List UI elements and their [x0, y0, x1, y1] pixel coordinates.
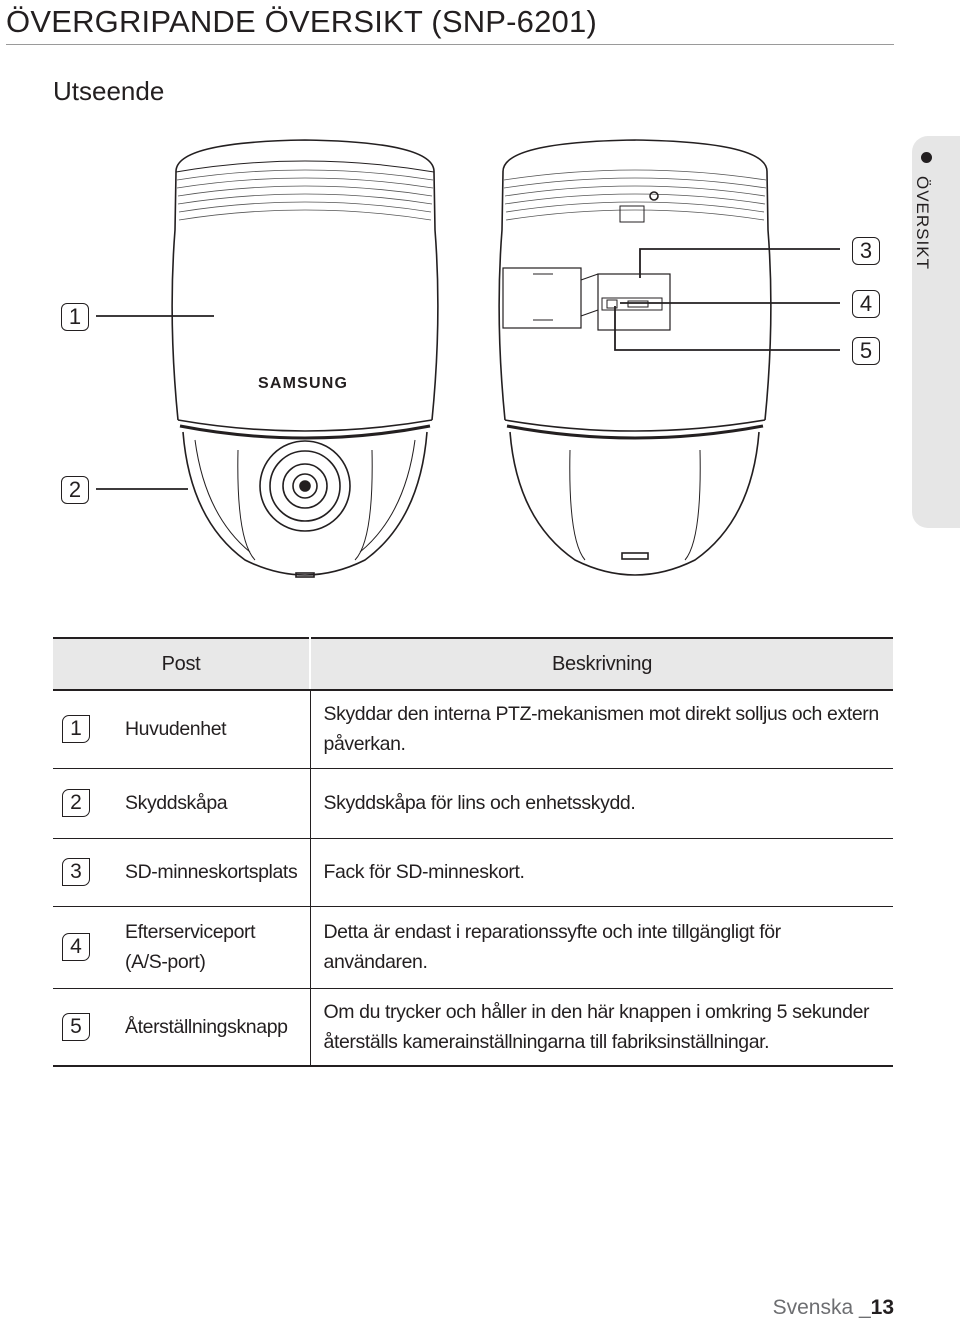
post-label: Återställningsknapp [125, 1015, 288, 1038]
table-row [53, 768, 893, 838]
bullet-dot-icon [921, 152, 932, 163]
camera-illustration [0, 120, 900, 620]
callout-2: 2 [61, 476, 89, 504]
description: Fack för SD-minneskort. [323, 861, 525, 883]
callout-5: 5 [852, 337, 880, 365]
page-title: ÖVERGRIPANDE ÖVERSIKT (SNP-6201) [6, 4, 597, 39]
table-header-row [53, 638, 893, 690]
title-rule [6, 44, 894, 45]
table-row [53, 690, 893, 768]
footer-language: Svenska _ [772, 1296, 871, 1319]
description: Skyddar den interna PTZ-mekanismen mot direkt solljus och extern påverkan. [323, 703, 879, 756]
parts-table [53, 637, 893, 1067]
camera-figure [0, 120, 900, 620]
post-label: SD-minneskortsplats [125, 861, 298, 883]
post-label: Huvudenhet [125, 718, 227, 741]
description: Skyddskåpa för lins och enhetsskydd. [323, 792, 636, 814]
post-label-line2: (A/S-port) [125, 951, 206, 973]
post-label: Skyddskåpa [125, 792, 228, 814]
row-number: 4 [62, 933, 90, 961]
post-label: Efterserviceport [125, 921, 256, 943]
left-camera [172, 140, 438, 577]
description: Detta är endast i reparationssyfte och inte tillgängligt för användaren. [323, 921, 781, 973]
callout-3: 3 [852, 237, 880, 265]
leader-lines [96, 249, 840, 489]
row-number: 2 [62, 789, 90, 817]
table-row [53, 838, 893, 906]
page-number: 13 [870, 1296, 894, 1319]
brand-logo: SAMSUNG [258, 375, 349, 392]
callout-1: 1 [61, 303, 89, 331]
section-title: Utseende [53, 76, 165, 106]
description: Om du trycker och håller in den här knappen i omkring 5 sekunder [323, 1000, 870, 1023]
description-line2: återställs kamerainställningarna till fabriksinställningar. [323, 1030, 770, 1053]
page-footer [773, 1296, 894, 1320]
row-number: 3 [62, 858, 90, 886]
callout-4: 4 [852, 290, 880, 318]
header-post: Post [53, 638, 310, 690]
header-description: Beskrivning [310, 638, 893, 690]
row-number: 1 [62, 715, 90, 743]
right-camera [499, 140, 771, 575]
table-row [53, 906, 893, 988]
side-tab-label: ÖVERSIKT [913, 176, 932, 270]
table-row [53, 988, 893, 1066]
row-number: 5 [62, 1013, 90, 1041]
